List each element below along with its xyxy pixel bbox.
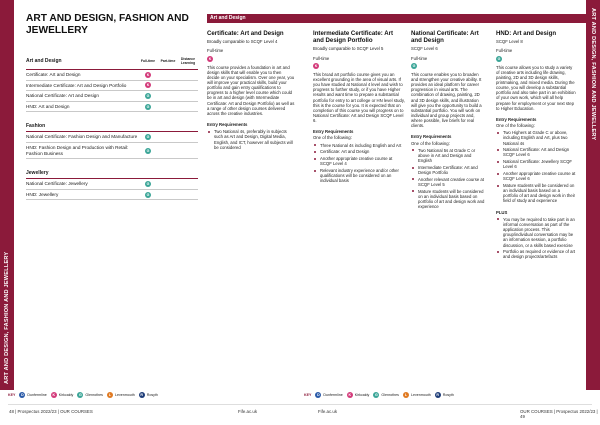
campus-dot: D: [317, 393, 320, 397]
campus-dot: G: [146, 135, 150, 140]
requirement-item: National Certificate: Art and Design SCQF Level 6: [496, 147, 576, 157]
course-level: Broadly comparable to SCQF Level 5: [313, 46, 384, 52]
campus-indicator: [313, 63, 405, 69]
requirement-item: Intermediate Certificate: Art and Design Portfolio: [411, 165, 485, 175]
entry-requirements-heading: Entry Requirements: [313, 129, 354, 135]
entry-requirements-heading: Entry Requirements: [496, 116, 537, 122]
campus-indicator: [411, 63, 485, 69]
table-section-label: Jewellery: [26, 168, 198, 179]
requirement-item: Two National 4s, preferably in subjects such as Art and Design, Digital Media, English, and ICT, however all subjects will be considered: [207, 129, 295, 150]
footer-left: 48 | Prospectus 2022/23 | OUR COURSES: [9, 409, 93, 414]
course-name: HND: Jewellery: [26, 191, 59, 197]
course-name: National Certificate: Jewellery: [26, 181, 88, 187]
requirements-intro: One of the following:: [313, 135, 352, 141]
campus-name: Rosyth: [146, 393, 158, 397]
course-column: [313, 30, 405, 185]
course-level: SCQF Level 6: [411, 46, 438, 52]
table-row[interactable]: [26, 70, 198, 81]
study-mode: Full-time: [313, 55, 330, 61]
campus-name: Dunfermline: [27, 393, 47, 397]
requirements-list: [313, 143, 405, 184]
fulltime-cell: [138, 134, 158, 140]
campus-dot: K: [146, 72, 150, 77]
key-item: [435, 392, 454, 398]
plus-heading: PLUS: [496, 209, 508, 215]
table-header: [26, 52, 198, 70]
table-header-distance: Distance Learning: [180, 56, 196, 65]
key-label: KEY: [8, 393, 16, 397]
campus-name: Dunfermline: [323, 393, 343, 397]
plus-list: [496, 217, 576, 260]
campus-name: Kirkcaldy: [354, 393, 370, 397]
table-row[interactable]: [26, 179, 198, 190]
campus-dot: L: [108, 393, 112, 397]
table-section-label: Fashion: [26, 121, 198, 132]
fulltime-cell: [138, 181, 158, 187]
course-description: This course enables you to broaden and strengthen your creative ability. It provides an ideal platform for career progression in visual arts. The combination of drawing, painting, 2D and 3D design skills, and illustration will give you the opportunity to build a substantial portfolio. You will work on individual and group projects and, where possible, live briefs for real clients.: [411, 71, 482, 129]
plus-item: Portfolio as required or evidence of art and design projects/artefacts: [496, 249, 576, 259]
requirements-list: [411, 148, 485, 210]
study-mode: Full-time: [411, 55, 428, 61]
campus-dot: K: [146, 83, 150, 88]
campus-dot: R: [436, 393, 440, 397]
campus-dot: D: [21, 393, 24, 397]
table-groups: [26, 70, 198, 200]
course-level: Broadly comparable to SCQF Level 4: [207, 39, 278, 45]
requirement-item: Mature students will be considered on an individual basis based on a portfolio of art and design work in their field of study and experience: [496, 183, 576, 204]
requirements-intro: One of the following:: [411, 140, 450, 146]
requirements-intro: One of the following:: [496, 123, 535, 129]
campus-name: Rosyth: [442, 393, 454, 397]
campus-dot: G: [146, 192, 150, 197]
course-description: This course provides a foundation in art and design skills that will enable you to then decide on your specialism. Over one year, you will improve your practical skills, build your portfolio and gain entry qualifications to progress to a higher level course which could be in art and design (with Intermediate Certificate: Art and Design Portfolio) as well as a range of other design courses delivered across the creative industries.: [207, 64, 295, 116]
campus-dot: R: [140, 393, 144, 397]
table-row[interactable]: [26, 81, 198, 92]
course-title: Certificate: Art and Design: [207, 30, 284, 37]
table-header-parttime: Part-time: [160, 58, 176, 63]
entry-requirements-heading: Entry Requirements: [207, 122, 248, 128]
requirement-item: Mature students will be considered on an individual basis based on portfolio of art and design work and experience: [411, 189, 485, 210]
course-name: Intermediate Certificate: Art and Design Portfolio: [26, 82, 127, 88]
fulltime-cell: [138, 148, 158, 154]
table-header-name: Art and Design: [26, 57, 62, 64]
plus-item: You may be required to take part in an informal conversation as part of the application process. This group/individual conversation may be an information session, a portfolio discussion, or a skills based exercise: [496, 217, 576, 248]
campus-dot: K: [348, 393, 352, 397]
course-column: [411, 30, 485, 211]
campus-name: Levenmouth: [114, 393, 135, 397]
campus-dot: G: [497, 56, 501, 61]
right-page: [300, 0, 586, 425]
course-name: HND: Fashion Design and Production with Retail: Fashion Business: [26, 144, 129, 156]
campus-dot: G: [146, 148, 150, 153]
key-item: [77, 392, 103, 398]
course-description: This broad art portfolio course gives you an excellent grounding in the area of visual arts. If you have studied at National 4 level and wish to progress to further study, or if you have Higher results and want time to prepare a substantial portfolio for entry to art college or HN level study, this is the course for you. It is expected that on completion of this course you will progress on to National Certificate: Art and Design SCQF Level 6.: [313, 71, 405, 124]
course-name: Certificate: Art and Design: [26, 72, 81, 77]
course-name: National Certificate: Art and Design: [26, 93, 99, 99]
requirement-item: Certificate: Art and Design: [313, 149, 405, 154]
course-column: [496, 30, 576, 261]
left-page: [14, 0, 300, 425]
footer-website-left[interactable]: Fife.ac.uk: [238, 409, 258, 414]
requirement-item: Relevant industry experience and/or other qualifications will be considered on an individual basis: [313, 168, 405, 183]
right-spine: [586, 0, 600, 390]
requirement-item: Three National 4s including English and Art: [313, 143, 405, 148]
campus-name: Levenmouth: [410, 393, 431, 397]
campus-key: [304, 392, 458, 398]
campus-indicator: [496, 56, 576, 62]
campus-dot: G: [146, 93, 150, 98]
campus-dot: K: [52, 393, 56, 397]
course-column: [207, 30, 295, 151]
key-item: [347, 392, 370, 398]
fulltime-cell: [138, 72, 158, 78]
key-item: [315, 392, 342, 398]
key-item: [107, 392, 135, 398]
fulltime-cell: [138, 93, 158, 99]
requirement-item: Two National 5s at Grade C or above in Art and Design and English: [411, 148, 485, 163]
campus-dot: L: [404, 393, 408, 397]
course-title: National Certificate: Art and Design: [411, 30, 479, 45]
footer-right: OUR COURSES | Prospectus 2022/23 | 49: [520, 409, 598, 419]
campus-dot: G: [78, 393, 82, 397]
fulltime-cell: [138, 82, 158, 88]
requirement-item: Two Highers at Grade C or above, including English and Art, plus two National 4s: [496, 130, 576, 145]
campus-key: [8, 392, 162, 398]
campus-name: Glenrothes: [381, 393, 399, 397]
key-label: KEY: [304, 393, 312, 397]
campus-dot: G: [146, 181, 150, 186]
course-name: National Certificate: Fashion Design and Manufacture: [26, 134, 138, 140]
campus-name: Glenrothes: [85, 393, 103, 397]
requirement-item: National Certificate: Jewellery SCQF Level 6: [496, 159, 576, 169]
table-row[interactable]: [26, 91, 198, 102]
requirement-item: Another appropriate creative course at SCQF Level 4: [313, 156, 405, 166]
footer-divider: [8, 404, 592, 405]
study-mode: Full-time: [207, 48, 224, 54]
table-header-fulltime: Full-time: [140, 58, 156, 63]
requirement-item: Another relevant creative course at SCQF Level 5: [411, 177, 485, 187]
left-spine: [0, 0, 14, 390]
requirement-item: Another appropriate creative course at SCQF Level 6: [496, 171, 576, 181]
table-row[interactable]: [26, 132, 198, 143]
left-spine-text: ART AND DESIGN, FASHION AND JEWELLERY: [4, 251, 10, 384]
course-title: Intermediate Certificate: Art and Design Portfolio: [313, 30, 394, 45]
right-section-bar: [300, 14, 586, 23]
key-item: [403, 392, 431, 398]
key-item: [373, 392, 399, 398]
table-row[interactable]: [26, 190, 198, 201]
key-item: [51, 392, 74, 398]
requirements-list: [496, 130, 576, 203]
fulltime-cell: [138, 104, 158, 110]
requirements-list: [207, 129, 295, 150]
course-title: HND: Art and Design: [496, 30, 557, 37]
campus-dot: K: [314, 63, 318, 68]
campus-dot: K: [208, 56, 212, 61]
campus-dot: G: [412, 63, 416, 68]
campus-dot: G: [146, 104, 150, 109]
course-description: This course allows you to study a variety of creative arts including life drawing, painting, 2D and 3D design skills, printmaking, and mixed media. During the course, you will develop a substantial portfolio and also take part in an exhibition of your own work, which will all help prepare for employment or your next step to Higher Education.: [496, 64, 576, 111]
key-item: [139, 392, 158, 398]
right-spine-text: ART AND DESIGN, FASHION AND JEWELLERY: [590, 8, 596, 141]
course-name: HND: Art and Design: [26, 103, 70, 109]
study-mode: Full-time: [496, 48, 513, 54]
footer-website-right[interactable]: Fife.ac.uk: [318, 409, 338, 414]
course-level: SCQF Level 8: [496, 39, 523, 45]
campus-dot: G: [374, 393, 378, 397]
section-bar: Art and Design: [207, 14, 300, 23]
fulltime-cell: [138, 192, 158, 198]
campus-name: Kirkcaldy: [58, 393, 74, 397]
campus-indicator: [207, 56, 295, 62]
entry-requirements-heading: Entry Requirements: [411, 134, 452, 140]
key-item: [19, 392, 46, 398]
table-row[interactable]: [26, 143, 198, 159]
course-table: [26, 52, 198, 200]
page-title: ART AND DESIGN, FASHION AND JEWELLERY: [26, 13, 189, 36]
table-row[interactable]: [26, 102, 198, 113]
